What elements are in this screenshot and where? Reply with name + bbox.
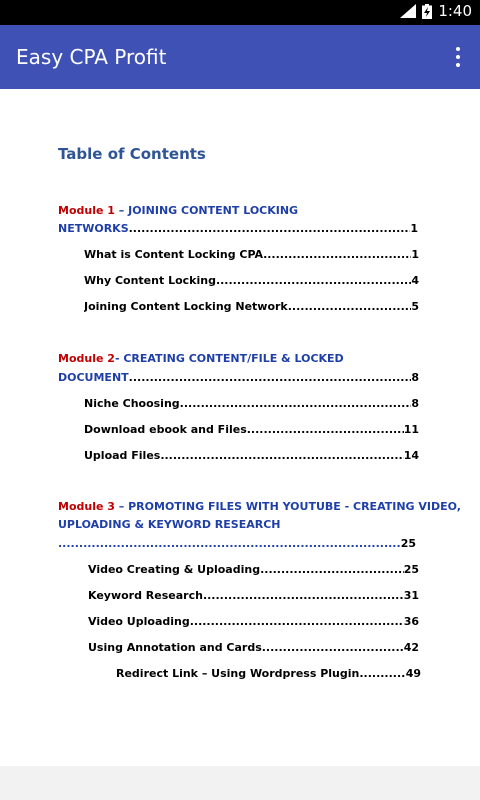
module1-heading[interactable]: Module 1 – JOINING CONTENT LOCKING bbox=[58, 204, 299, 217]
toc-item[interactable]: Keyword Research ..... 31 bbox=[88, 589, 419, 602]
module3-title-line2[interactable]: UPLOADING & KEYWORD RESEARCH bbox=[58, 518, 281, 531]
toc-item[interactable]: Why Content Locking ..... 4 bbox=[84, 274, 419, 287]
module3-label: Module 3 bbox=[58, 500, 115, 513]
toc-item[interactable]: Video Creating & Uploading ..... 25 bbox=[88, 563, 419, 576]
toc-item[interactable]: Redirect Link – Using Wordpress Plugin ..... 49 bbox=[116, 667, 421, 680]
toc-item[interactable]: What is Content Locking CPA ..... 1 bbox=[84, 248, 419, 261]
module2-page: 8 bbox=[411, 371, 419, 384]
overflow-menu-icon[interactable] bbox=[450, 47, 466, 67]
toc-item[interactable]: Video Uploading ..... 36 bbox=[88, 615, 419, 628]
module3-title: PROMOTING FILES WITH YOUTUBE - CREATING VIDEO, bbox=[128, 500, 461, 513]
module1-page: 1 bbox=[410, 222, 418, 235]
status-bar bbox=[0, 0, 480, 25]
battery-charging-icon bbox=[422, 4, 432, 19]
module1-title: JOINING CONTENT LOCKING bbox=[128, 204, 299, 217]
app-title: Easy CPA Profit bbox=[16, 45, 167, 69]
module2-label: Module 2 bbox=[58, 352, 115, 365]
toc-title: Table of Contents bbox=[58, 145, 206, 163]
module3-heading[interactable]: Module 3 – PROMOTING FILES WITH YOUTUBE - CREATING VIDEO, bbox=[58, 500, 461, 513]
toc-item[interactable]: Using Annotation and Cards ..... 42 bbox=[88, 641, 419, 654]
app-bar bbox=[0, 25, 480, 89]
module1-title-line2[interactable]: NETWORKS ..... 1 bbox=[58, 222, 418, 235]
toc-item[interactable]: Niche Choosing ..... 8 bbox=[84, 397, 419, 410]
status-time: 1:40 bbox=[438, 2, 472, 20]
toc-item[interactable]: Upload Files ..... 14 bbox=[84, 449, 419, 462]
module2-heading[interactable]: Module 2- CREATING CONTENT/FILE & LOCKED bbox=[58, 352, 344, 365]
module3-page-line[interactable] bbox=[58, 537, 416, 550]
module1-label: Module 1 bbox=[58, 204, 115, 217]
signal-icon bbox=[400, 4, 416, 18]
page-bottom-area bbox=[0, 766, 480, 800]
document-page[interactable] bbox=[0, 89, 480, 766]
module2-title-line2[interactable]: DOCUMENT ..... 8 bbox=[58, 371, 419, 384]
toc-item[interactable]: Download ebook and Files ..... 11 bbox=[84, 423, 419, 436]
toc-item[interactable]: Joining Content Locking Network ..... 5 bbox=[84, 300, 419, 313]
module3-page: 25 bbox=[400, 537, 416, 550]
module2-title: CREATING CONTENT/FILE & LOCKED bbox=[123, 352, 344, 365]
